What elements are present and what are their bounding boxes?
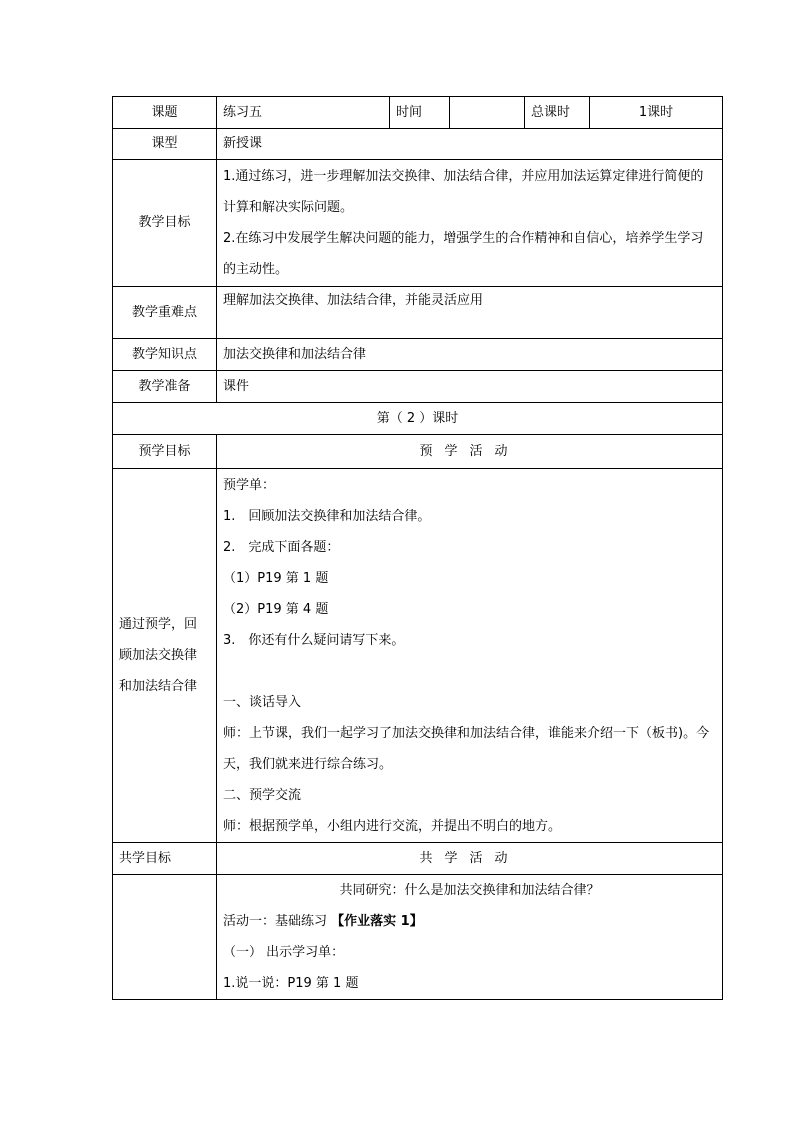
costudy-activity-header: 共学活动: [217, 843, 723, 875]
prestudy-row: [113, 469, 723, 843]
key-points-value: 理解加法交换律、加法结合律，并能灵活应用: [217, 287, 723, 339]
prestudy-line: （1）P19 第 1 题: [223, 570, 329, 586]
goal-item-1: 1.通过练习，进一步理解加法交换律、加法结合律，并应用加法运算定律进行简便的计算和解决实际问题。: [223, 169, 704, 215]
prep-label: 教学准备: [113, 371, 217, 403]
prestudy-line: 1. 回顾加法交换律和加法结合律。: [223, 508, 431, 524]
costudy-row: [113, 875, 723, 1000]
lesson-number-row: [113, 403, 723, 435]
lesson-plan-table: [112, 96, 723, 1000]
costudy-sheet: （一） 出示学习单：: [223, 945, 345, 960]
prestudy-line: 一、谈话导入: [223, 694, 302, 710]
prestudy-goal-line: 顾加法交换律: [119, 648, 198, 663]
knowledge-value: 加法交换律和加法结合律: [217, 339, 723, 371]
topic-value: 练习五: [217, 97, 390, 129]
prestudy-line: （2）P19 第 4 题: [223, 601, 329, 617]
type-row: [113, 129, 723, 160]
goals-label: 教学目标: [113, 160, 217, 287]
costudy-goal-header: 共学目标: [113, 843, 217, 875]
goals-row: [113, 160, 723, 287]
prestudy-line: 3. 你还有什么疑问请写下来。: [223, 632, 405, 648]
prestudy-header-row: [113, 435, 723, 469]
prestudy-line: 二、预学交流: [223, 787, 302, 803]
knowledge-row: [113, 339, 723, 371]
prestudy-line: 师：根据预学单，小组内进行交流，并提出不明白的地方。: [223, 818, 562, 834]
activity-1-label: 活动一：基础练习: [223, 914, 328, 929]
prestudy-goal-header: 预学目标: [113, 435, 217, 469]
costudy-activity: [217, 875, 723, 1000]
prestudy-activity-header: 预学活动: [217, 435, 723, 469]
knowledge-label: 教学知识点: [113, 339, 217, 371]
lesson-number: 第（ 2 ）课时: [113, 403, 723, 435]
prestudy-goal-line: 通过预学，回: [119, 617, 198, 632]
prestudy-blank-line: [223, 656, 716, 687]
type-value: 新授课: [217, 129, 723, 160]
prestudy-line: 2. 完成下面各题：: [223, 539, 340, 555]
prestudy-goal: [113, 469, 217, 843]
total-lessons-value: 1课时: [590, 97, 723, 129]
prep-row: [113, 371, 723, 403]
costudy-header-row: [113, 843, 723, 875]
costudy-activity-1: [223, 906, 716, 937]
topic-label: 课题: [113, 97, 217, 129]
header-row: [113, 97, 723, 129]
goals-content: [217, 160, 723, 287]
costudy-research: 共同研究：什么是加法交换律和加法结合律？: [339, 883, 600, 898]
total-lessons-label: 总课时: [525, 97, 590, 129]
prestudy-line: 预学单：: [223, 477, 276, 493]
costudy-item-1: 1.说一说：P19 第 1 题: [223, 976, 359, 991]
type-label: 课型: [113, 129, 217, 160]
prep-value: 课件: [217, 371, 723, 403]
homework-tag: 【作业落实 1】: [331, 914, 423, 929]
prestudy-activity: [217, 469, 723, 843]
prestudy-line: 师：上节课，我们一起学习了加法交换律和加法结合律，谁能来介绍一下（板书)。今天，我们就来进行综合练习。: [223, 725, 710, 772]
costudy-goal: [113, 875, 217, 1000]
time-label: 时间: [390, 97, 450, 129]
key-points-label: 教学重难点: [113, 287, 217, 339]
time-value: [450, 97, 525, 129]
prestudy-goal-line: 和加法结合律: [119, 679, 198, 694]
key-points-row: [113, 287, 723, 339]
goal-item-2: 2.在练习中发展学生解决问题的能力，增强学生的合作精神和自信心，培养学生学习的主动性。: [223, 231, 704, 277]
